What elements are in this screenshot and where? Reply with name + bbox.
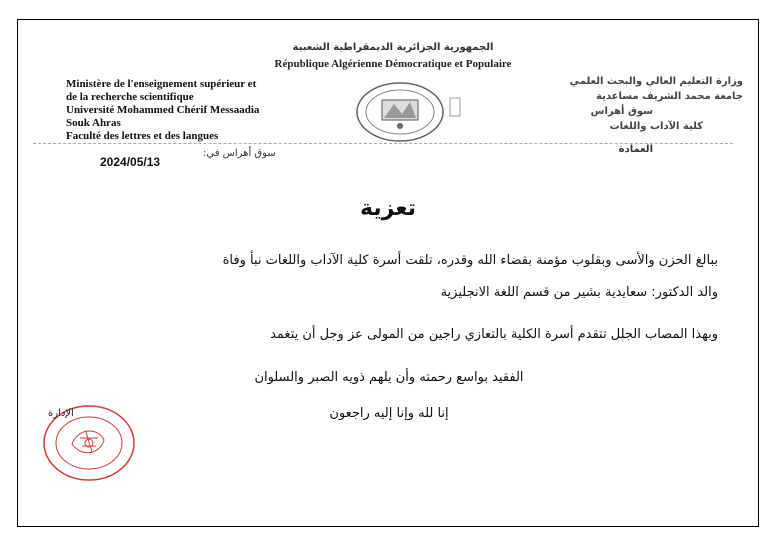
document-title: تعزية (360, 196, 416, 221)
signature-label: الإدارة (48, 408, 74, 419)
right-line-faculty: كلية الآداب واللغات (609, 121, 703, 132)
body-line-2: والد الدكتور: سعايدية بشير من قسم اللغة الانجليزية (440, 285, 718, 300)
deanship-label: العمادة (618, 144, 653, 155)
left-line-ministry: Ministère de l'enseignement supérieur et (66, 78, 257, 90)
left-line-city: Souk Ahras (66, 117, 121, 129)
left-line-research: de la recherche scientifique (66, 91, 194, 103)
body-line-3: وبهذا المصاب الجلل تتقدم أسرة الكلية بالتعازي راجين من المولى عز وجل أن يتغمد (270, 327, 718, 342)
place-label: سوق أهراس في: (203, 148, 276, 159)
institution-arabic (493, 74, 743, 134)
right-line-university: جامعة محمد الشريف مساعدية (596, 91, 743, 102)
body-line-4: الفقيد بواسع رحمته وأن يلهم ذويه الصبر والسلوان (254, 370, 524, 385)
body-line-1: ببالغ الحزن والأسى وبقلوب مؤمنة بقضاء الله وقدره، تلقت أسرة كلية الآداب واللغات نبأ وفاة (222, 253, 718, 268)
right-line-ministry: وزارة التعليم العالي والبحث العلمي (569, 76, 743, 87)
logo-mark (448, 96, 462, 118)
document-page (17, 19, 759, 527)
institution-french (66, 78, 259, 143)
university-logo (354, 80, 446, 144)
body-line-5: إنا لله وإنا إليه راجعون (329, 406, 449, 421)
republic-arabic: الجمهورية الجزائرية الديمقراطية الشعبية (292, 42, 494, 53)
republic-french: République Algérienne Démocratique et Populaire (274, 58, 512, 70)
document-date: 2024/05/13 (100, 155, 161, 169)
right-line-city: سوق أهراس (590, 106, 653, 117)
left-line-university: Université Mohammed Chérif Messaadia (66, 104, 260, 116)
left-line-faculty: Faculté des lettres et des langues (66, 130, 219, 142)
